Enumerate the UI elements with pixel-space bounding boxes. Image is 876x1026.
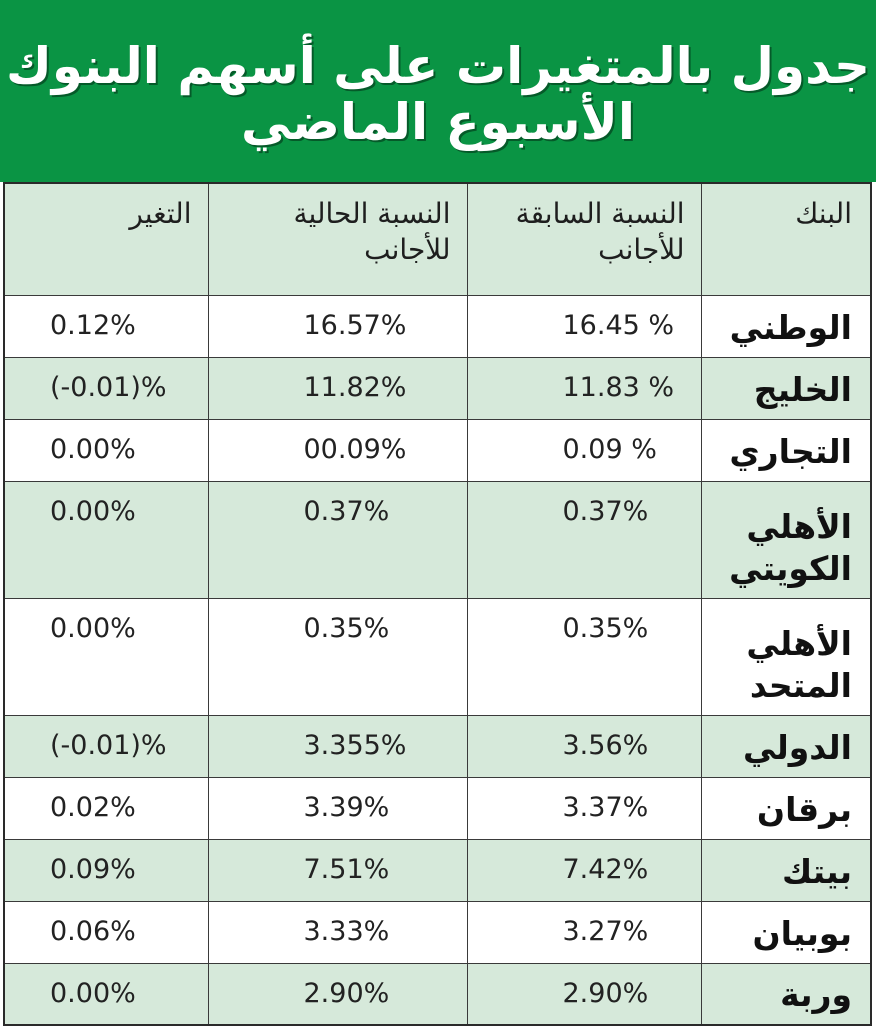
previous-ratio: 0.37% (467, 481, 701, 598)
bank-name: الوطني (701, 295, 871, 357)
previous-ratio: 3.27% (467, 901, 701, 963)
change-value: 0.00% (4, 481, 208, 598)
table-row (4, 598, 871, 715)
current-ratio: 3.33% (208, 901, 467, 963)
previous-ratio: 0.09 % (467, 419, 701, 481)
change-value: 0.00% (4, 419, 208, 481)
table-header-row (4, 183, 871, 295)
previous-ratio: 7.42% (467, 839, 701, 901)
current-ratio: 0.37% (208, 481, 467, 598)
bank-name: الأهلي الكويتي (701, 481, 871, 598)
current-ratio: 2.90% (208, 963, 467, 1025)
table-row (4, 715, 871, 777)
change-value: (-0.01)% (4, 357, 208, 419)
change-value: 0.00% (4, 598, 208, 715)
table-row (4, 481, 871, 598)
previous-ratio: 3.37% (467, 777, 701, 839)
bank-name: بوبيان (701, 901, 871, 963)
column-header-change: التغير (4, 183, 208, 295)
bank-name: التجاري (701, 419, 871, 481)
current-ratio: 16.57% (208, 295, 467, 357)
change-value: 0.02% (4, 777, 208, 839)
change-value: 0.09% (4, 839, 208, 901)
bank-changes-table (3, 182, 870, 1012)
title-line-1: جدول بالمتغيرات على أسهم البنوك (6, 37, 870, 95)
change-value: 0.12% (4, 295, 208, 357)
current-ratio: 11.82% (208, 357, 467, 419)
previous-ratio: 16.45 % (467, 295, 701, 357)
title-line-2: الأسبوع الماضي (241, 93, 635, 151)
table-row (4, 901, 871, 963)
previous-ratio: 0.35% (467, 598, 701, 715)
title-banner (0, 0, 876, 182)
table-row (4, 295, 871, 357)
bank-name: وربة (701, 963, 871, 1025)
table-row (4, 839, 871, 901)
bank-name: بيتك (701, 839, 871, 901)
previous-ratio: 2.90% (467, 963, 701, 1025)
column-header-previous: النسبة السابقة للأجانب (467, 183, 701, 295)
bank-name: برقان (701, 777, 871, 839)
table-row (4, 419, 871, 481)
previous-ratio: 11.83 % (467, 357, 701, 419)
change-value: 0.00% (4, 963, 208, 1025)
table-row (4, 963, 871, 1025)
previous-ratio: 3.56% (467, 715, 701, 777)
current-ratio: 00.09% (208, 419, 467, 481)
bank-name: الدولي (701, 715, 871, 777)
change-value: (-0.01)% (4, 715, 208, 777)
bank-name: الأهلي المتحد (701, 598, 871, 715)
bank-name: الخليج (701, 357, 871, 419)
table-row (4, 777, 871, 839)
current-ratio: 0.35% (208, 598, 467, 715)
change-value: 0.06% (4, 901, 208, 963)
current-ratio: 3.355% (208, 715, 467, 777)
table-row (4, 357, 871, 419)
column-header-bank: البنك (701, 183, 871, 295)
current-ratio: 3.39% (208, 777, 467, 839)
column-header-current: النسبة الحالية للأجانب (208, 183, 467, 295)
current-ratio: 7.51% (208, 839, 467, 901)
